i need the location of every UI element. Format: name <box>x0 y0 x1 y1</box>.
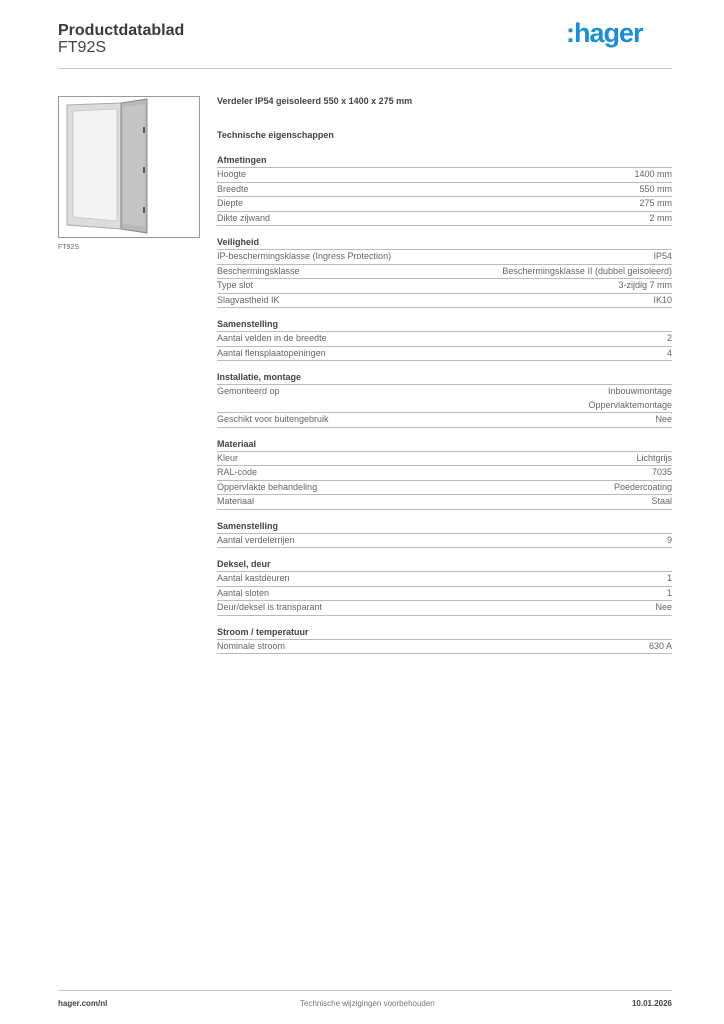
section-title: Materiaal <box>217 437 672 452</box>
spec-row <box>217 385 672 413</box>
spec-label: Diepte <box>217 198 244 208</box>
spec-row <box>217 347 672 362</box>
spec-row <box>217 601 672 616</box>
product-name: Verdeler IP54 geisoleerd 550 x 1400 x 275 mm <box>217 96 413 106</box>
spec-content <box>217 96 672 654</box>
spec-row <box>217 183 672 198</box>
spec-label: IP-beschermingsklasse (Ingress Protection) <box>217 251 392 261</box>
spec-value: Nee <box>655 602 672 612</box>
spec-section <box>217 370 672 428</box>
section-title: Deksel, deur <box>217 557 672 572</box>
spec-label: Materiaal <box>217 496 255 506</box>
spec-section <box>217 317 672 361</box>
spec-row <box>217 481 672 496</box>
spec-value: 4 <box>666 347 672 358</box>
spec-value: Lichtgrijs <box>636 452 672 463</box>
divider <box>58 68 672 69</box>
spec-value: Beschermingsklasse II (dubbel geisoleerd) <box>502 265 672 276</box>
section-title: Installatie, montage <box>217 370 672 385</box>
spec-row <box>217 413 672 428</box>
spec-row <box>217 332 672 347</box>
spec-row <box>217 452 672 467</box>
spec-value: Inbouwmontage Oppervlaktemontage <box>588 386 672 410</box>
spec-row <box>217 250 672 265</box>
spec-value: 2 <box>666 333 672 343</box>
spec-label: Slagvastheid IK <box>217 294 280 305</box>
spec-label: Type slot <box>217 280 254 290</box>
section-title: Samenstelling <box>217 317 672 332</box>
spec-label: Aantal sloten <box>217 587 270 598</box>
spec-label: Breedte <box>217 183 249 194</box>
spec-label: Kleur <box>217 452 239 463</box>
product-code: FT92S <box>58 39 107 56</box>
spec-section <box>217 235 672 308</box>
spec-value: 630 A <box>648 640 672 651</box>
image-caption: FT92S <box>58 244 80 251</box>
product-image <box>58 96 200 238</box>
section-title: Samenstelling <box>217 519 672 534</box>
spec-section <box>217 557 672 616</box>
footer-notice: Technische wijzigingen voorbehouden <box>300 999 435 1008</box>
spec-label: Aantal flensplaatopeningen <box>217 347 326 358</box>
spec-value: 1 <box>666 573 672 583</box>
footer-divider <box>58 990 672 991</box>
spec-label: Nominale stroom <box>217 640 286 651</box>
spec-value: 550 mm <box>639 183 672 194</box>
section-title: Afmetingen <box>217 153 672 168</box>
spec-value: IK10 <box>653 294 672 305</box>
footer-website[interactable]: hager.com/nl <box>58 999 108 1008</box>
spec-label: Dikte zijwand <box>217 212 271 223</box>
spec-value: 2 mm <box>649 212 672 223</box>
spec-value: IP54 <box>653 251 672 261</box>
spec-label: Gemonteerd op <box>217 386 280 396</box>
spec-row <box>217 495 672 510</box>
hager-logo: :hager <box>566 18 643 48</box>
spec-value: 1400 mm <box>634 169 672 179</box>
spec-sections <box>217 153 672 654</box>
spec-label: RAL-code <box>217 467 258 477</box>
spec-row <box>217 294 672 309</box>
spec-section <box>217 519 672 549</box>
spec-label: Geschikt voor buitengebruik <box>217 414 329 424</box>
spec-label: Deur/deksel is transparant <box>217 602 323 612</box>
spec-row <box>217 572 672 587</box>
spec-row <box>217 534 672 549</box>
spec-section <box>217 625 672 655</box>
spec-label: Aantal kastdeuren <box>217 573 290 583</box>
spec-row <box>217 466 672 481</box>
footer-date: 10.01.2026 <box>631 999 672 1008</box>
spec-row <box>217 265 672 280</box>
spec-row <box>217 279 672 294</box>
spec-value: 9 <box>666 534 672 545</box>
spec-row <box>217 587 672 602</box>
spec-row <box>217 212 672 227</box>
section-title: Stroom / temperatuur <box>217 625 672 640</box>
spec-label: Hoogte <box>217 169 247 179</box>
spec-label: Beschermingsklasse <box>217 265 300 276</box>
spec-row <box>217 197 672 212</box>
spec-value: 275 mm <box>639 198 672 208</box>
tech-heading: Technische eigenschappen <box>217 130 334 140</box>
spec-label: Oppervlakte behandeling <box>217 481 318 492</box>
spec-value: Nee <box>655 414 672 424</box>
section-title: Veiligheid <box>217 235 672 250</box>
spec-value: Poedercoating <box>613 481 672 492</box>
spec-value: 7035 <box>651 467 672 477</box>
spec-section <box>217 437 672 510</box>
cabinet-illustration <box>59 97 199 237</box>
spec-value: Staal <box>651 496 672 506</box>
page-title: Productdatablad <box>58 22 185 39</box>
spec-row <box>217 168 672 183</box>
spec-value: 1 <box>666 587 672 598</box>
spec-value: 3-zijdig 7 mm <box>618 280 672 290</box>
spec-row <box>217 640 672 655</box>
spec-label: Aantal velden in de breedte <box>217 333 327 343</box>
spec-section <box>217 153 672 226</box>
spec-label: Aantal verdelerrijen <box>217 534 295 545</box>
